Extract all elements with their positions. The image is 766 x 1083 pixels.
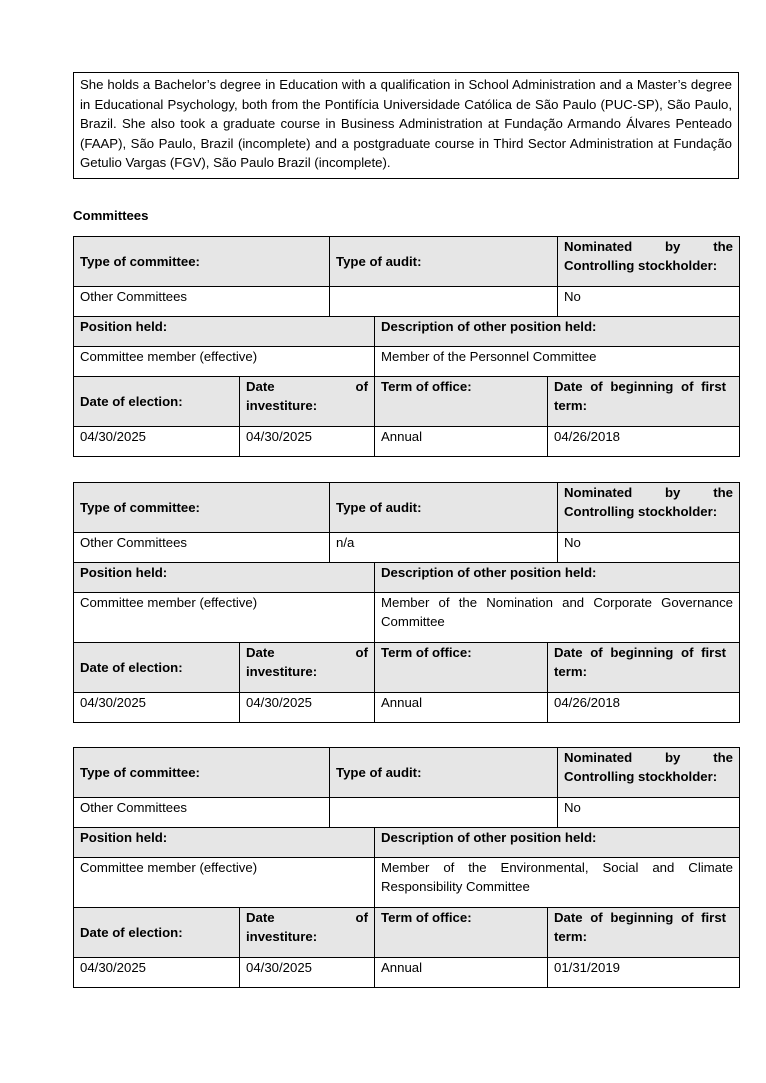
audit-type-value (329, 798, 557, 827)
term-of-office-label: Term of office: (374, 377, 547, 426)
position-held-label: Position held: (73, 563, 374, 592)
type-of-audit-label: Type of audit: (329, 237, 557, 286)
nominated-label: Nominated by the Controlling stockholder: (557, 748, 740, 797)
election-date-value: 04/30/2025 (73, 693, 239, 722)
audit-type-value (329, 287, 557, 316)
position-held-value: Committee member (effective) (73, 347, 374, 376)
nominated-value: No (557, 798, 740, 827)
description-label: Description of other position held: (374, 317, 740, 346)
date-of-election-label: Date of election: (73, 377, 239, 426)
type-of-committee-label: Type of committee: (73, 237, 329, 286)
description-value: Member of the Nomination and Corporate Governance Committee (374, 593, 740, 642)
first-term-date-value: 04/26/2018 (547, 427, 740, 456)
term-value: Annual (374, 427, 547, 456)
type-of-audit-label: Type of audit: (329, 748, 557, 797)
committee-type-value: Other Committees (73, 533, 329, 562)
type-of-committee-label: Type of committee: (73, 483, 329, 532)
date-of-first-term-label: Date of beginning of first term: (547, 377, 740, 426)
nominated-label: Nominated by the Controlling stockholder: (557, 483, 740, 532)
position-held-value: Committee member (effective) (73, 858, 374, 907)
date-of-first-term-label: Date of beginning of first term: (547, 643, 740, 692)
term-of-office-label: Term of office: (374, 643, 547, 692)
position-held-label: Position held: (73, 317, 374, 346)
description-value: Member of the Personnel Committee (374, 347, 740, 376)
audit-type-value: n/a (329, 533, 557, 562)
investiture-date-value: 04/30/2025 (239, 958, 374, 987)
committee-type-value: Other Committees (73, 798, 329, 827)
date-of-investiture-label: Date of investiture: (239, 643, 374, 692)
nominated-label: Nominated by the Controlling stockholder: (557, 237, 740, 286)
biography-box (73, 72, 739, 179)
election-date-value: 04/30/2025 (73, 427, 239, 456)
first-term-date-value: 01/31/2019 (547, 958, 740, 987)
date-of-election-label: Date of election: (73, 908, 239, 957)
first-term-date-value: 04/26/2018 (547, 693, 740, 722)
committee-table (73, 236, 740, 457)
term-of-office-label: Term of office: (374, 908, 547, 957)
committee-table (73, 747, 740, 988)
investiture-date-value: 04/30/2025 (239, 693, 374, 722)
position-held-label: Position held: (73, 828, 374, 857)
date-of-election-label: Date of election: (73, 643, 239, 692)
term-value: Annual (374, 958, 547, 987)
committee-type-value: Other Committees (73, 287, 329, 316)
section-title: Committees (73, 208, 149, 223)
nominated-value: No (557, 533, 740, 562)
investiture-date-value: 04/30/2025 (239, 427, 374, 456)
description-value: Member of the Environmental, Social and Climate Responsibility Committee (374, 858, 740, 907)
type-of-audit-label: Type of audit: (329, 483, 557, 532)
date-of-investiture-label: Date of investiture: (239, 377, 374, 426)
biography-text: She holds a Bachelor’s degree in Education with a qualification in School Administration and a Master’s degree in Educational Psychology, both from the Pontifícia Universidade Católica de São Paulo (PUC-SP), São Paulo, Brazil. She also took a graduate course in Business Administration at Fundação Armando Álvares Penteado (FAAP), São Paulo, Brazil (incomplete) and a postgraduate course in Third Sector Administration at Fundação Getulio Vargas (FGV), São Paulo Brazil (incomplete). (80, 77, 732, 170)
description-label: Description of other position held: (374, 828, 740, 857)
election-date-value: 04/30/2025 (73, 958, 239, 987)
type-of-committee-label: Type of committee: (73, 748, 329, 797)
term-value: Annual (374, 693, 547, 722)
date-of-first-term-label: Date of beginning of first term: (547, 908, 740, 957)
date-of-investiture-label: Date of investiture: (239, 908, 374, 957)
nominated-value: No (557, 287, 740, 316)
description-label: Description of other position held: (374, 563, 740, 592)
committee-table (73, 482, 740, 723)
position-held-value: Committee member (effective) (73, 593, 374, 642)
